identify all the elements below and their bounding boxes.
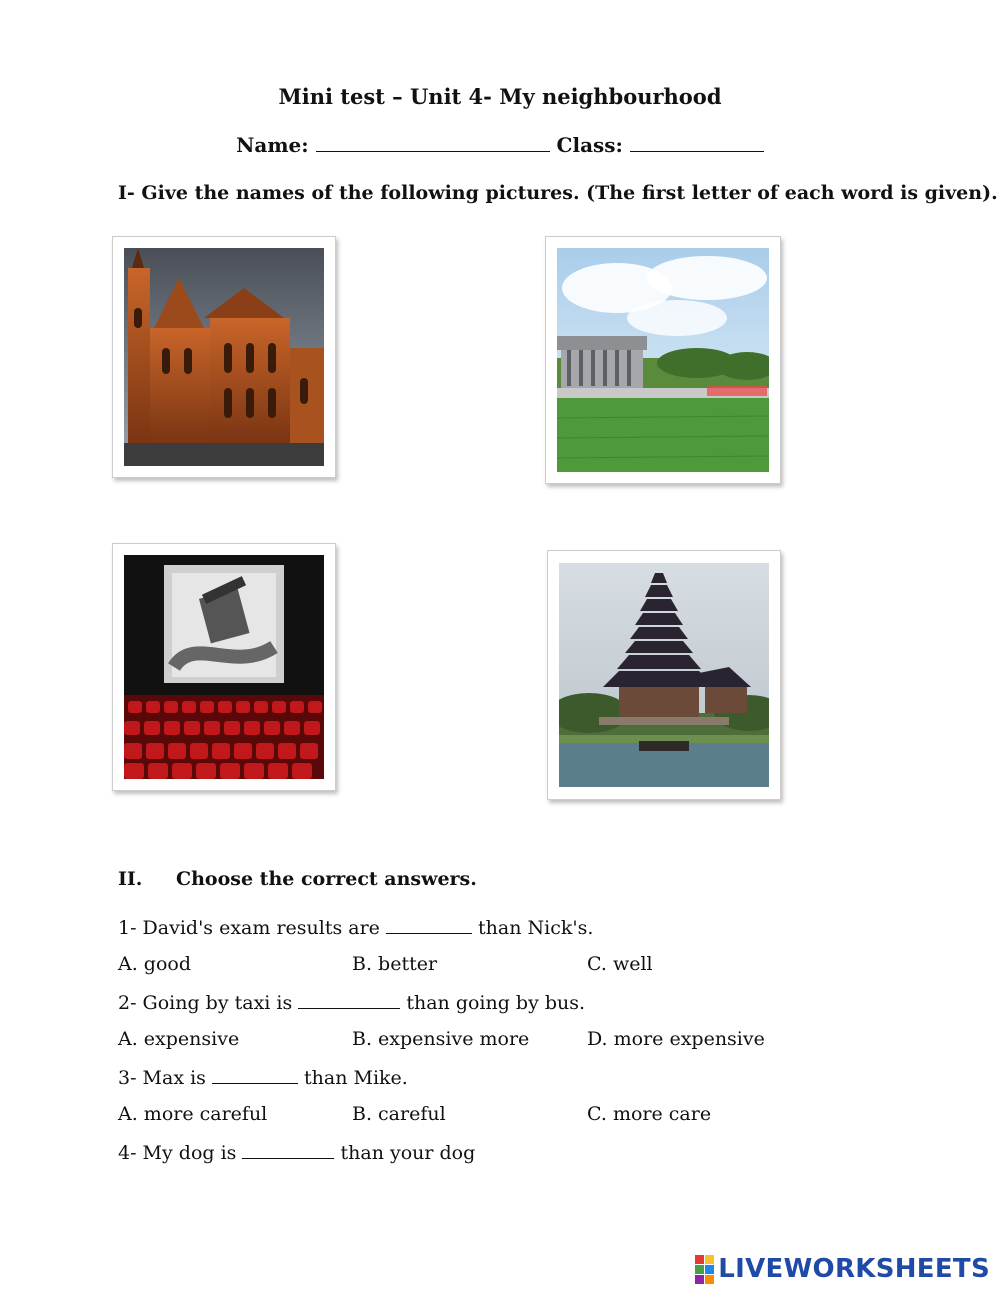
option[interactable]: C. more care — [587, 1103, 712, 1125]
question-2 — [118, 990, 585, 1014]
question-text: than going by bus. — [406, 992, 586, 1014]
question-text: 4- My dog is — [118, 1142, 237, 1164]
mausoleum-photo-icon — [557, 248, 769, 472]
cathedral-photo-icon — [124, 248, 324, 466]
question-text: 1- David's exam results are — [118, 917, 380, 939]
answer-blank[interactable] — [386, 915, 472, 934]
question-text: 2- Going by taxi is — [118, 992, 293, 1014]
cinema-photo-icon — [124, 555, 324, 779]
question-1 — [118, 915, 593, 939]
name-class-line — [0, 133, 1000, 157]
answer-blank[interactable] — [212, 1065, 298, 1084]
question-text: 3- Max is — [118, 1067, 206, 1089]
liveworksheets-logo[interactable] — [695, 1254, 990, 1284]
picture-mausoleum — [545, 236, 781, 484]
logo-blocks-icon — [695, 1255, 714, 1284]
class-label: Class: — [556, 133, 623, 157]
option[interactable]: C. well — [587, 953, 653, 975]
class-blank[interactable] — [630, 133, 764, 152]
answer-blank[interactable] — [298, 990, 400, 1009]
option[interactable]: A. more careful — [118, 1103, 268, 1125]
name-label: Name: — [236, 133, 309, 157]
section-2-title: Choose the correct answers. — [176, 868, 477, 890]
section-2-number: II. — [118, 868, 143, 890]
option[interactable]: D. more expensive — [587, 1028, 765, 1050]
option[interactable]: A. expensive — [118, 1028, 240, 1050]
section-1-heading: I- Give the names of the following pictures. (The first letter of each word is given). — [118, 182, 998, 204]
pagoda-temple-photo-icon — [559, 563, 769, 787]
name-blank[interactable] — [316, 133, 550, 152]
picture-pagoda — [547, 550, 781, 800]
question-text: than your dog — [340, 1142, 476, 1164]
answer-blank[interactable] — [242, 1140, 334, 1159]
question-text: than Mike. — [304, 1067, 408, 1089]
option[interactable]: B. careful — [352, 1103, 446, 1125]
picture-cinema — [112, 543, 336, 791]
option[interactable]: A. good — [118, 953, 192, 975]
question-3 — [118, 1065, 408, 1089]
question-text: than Nick's. — [478, 917, 594, 939]
page-title: Mini test – Unit 4- My neighbourhood — [278, 84, 722, 109]
picture-cathedral — [112, 236, 336, 478]
option[interactable]: B. better — [352, 953, 438, 975]
question-4 — [118, 1140, 475, 1164]
logo-text: LIVEWORKSHEETS — [718, 1254, 990, 1284]
option[interactable]: B. expensive more — [352, 1028, 530, 1050]
section-2-heading — [118, 868, 477, 890]
